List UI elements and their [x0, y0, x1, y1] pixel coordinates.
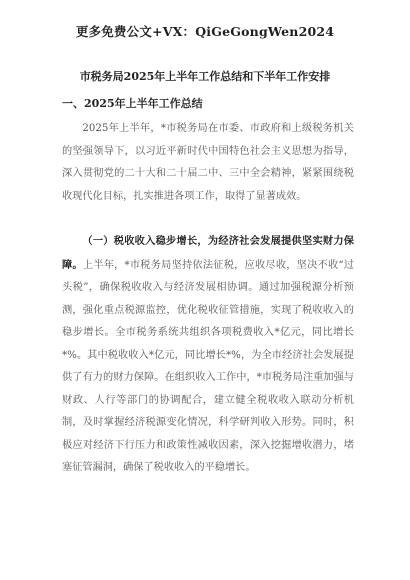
- paragraph-body-text: 上半年，*市税务局坚持依法征税，应收尽收，坚决不收“过头税”，确保税收收入与经济发展相协调。通过加强税源分析预测，强化重点税源监控，优化税收征管措施，实现了税收收入的稳步增长。全市税务系统共组织各项税费收入*亿元，同比增长*%。其中税收收入*亿元，同比增长*%，为全市经济社会发展提供了有力的财力保障。在组织收入工作中，*市税务局注重加强与财政、人行等部门的协调配合，建立健全税收收入联动分析机制，及时掌握经济税源变化情况，科学研判收入形势。同时，积极应对经济下行压力和政策性减收因素，深入挖掘增收潜力，堵塞征管漏洞，确保了税收收入的平稳增长。: [62, 259, 354, 473]
- paragraph-revenue: [62, 230, 354, 480]
- document-title: 市税务局2025年上半年工作总结和下半年工作安排: [79, 70, 331, 83]
- paragraph-intro: 2025年上半年，*市税务局在市委、市政府和上级税务机关的坚强领导下，以习近平新时代中国特色社会主义思想为指导，深入贯彻党的二十大和二十届二中、三中全会精神，紧紧围绕税收现代化目标，扎实推进各项工作，取得了显著成效。: [62, 123, 354, 202]
- paragraph-lead-heading: （一）税收收入稳步增长，为经济社会发展提供坚实财力保障。: [62, 235, 354, 271]
- section-heading: 一、2025年上半年工作总结: [62, 97, 203, 110]
- header-watermark-text: 更多免费公文+VX：QiGeGongWen2024: [75, 24, 335, 39]
